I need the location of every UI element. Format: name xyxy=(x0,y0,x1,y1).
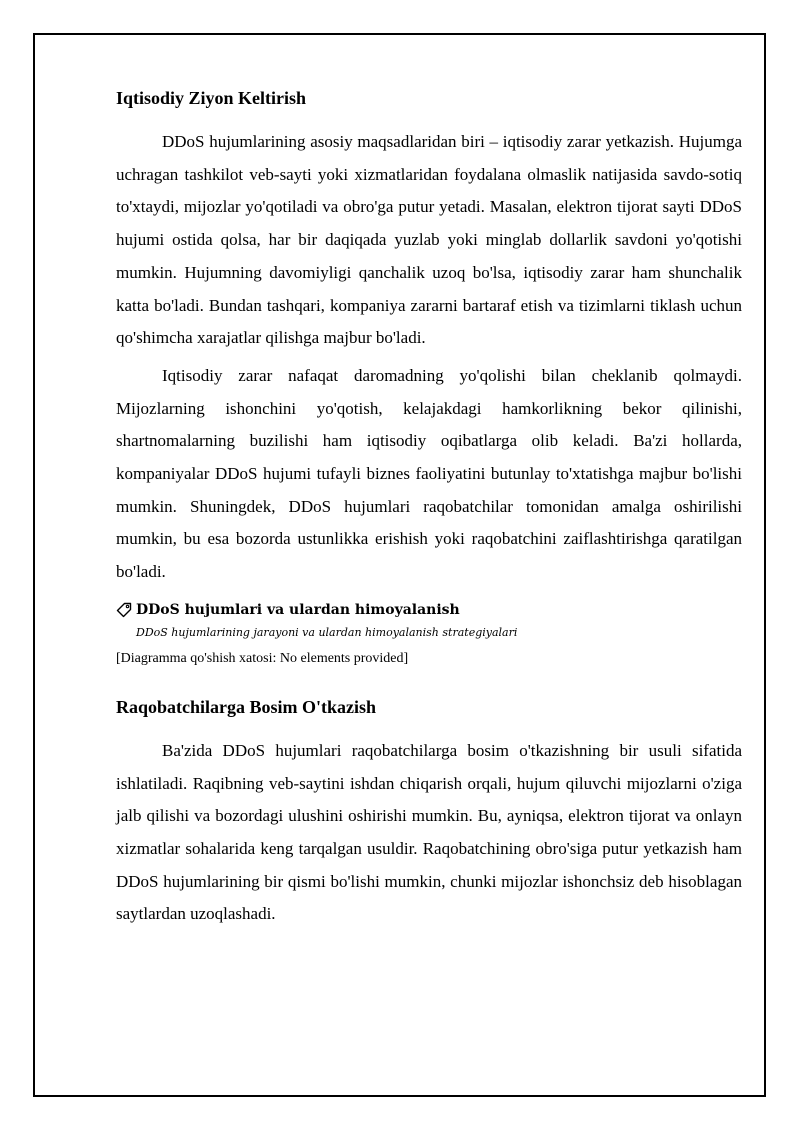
paragraph: Iqtisodiy zarar nafaqat daromadning yo'qolishi bilan cheklanib qolmaydi. Mijozlarning ishonchini yo'qotish, kelajakdagi hamkorlikning bekor qilinishi, shartnomalarning buzilishi ham iqtisodiy oqibatlarga olib keladi. Ba'zi hollarda, kompaniyalar DDoS hujumi tufayli biznes faoliyatini butunlay to'xtatishga majbur bo'lishi mumkin. Shuningdek, DDoS hujumlari raqobatchilar tomonidan amalga oshirilishi mumkin, bu esa bozorda ustunlikka erishish yoki raqobatchini zaiflashtirishga qaratilgan bo'ladi. xyxy=(116,365,742,582)
section-heading-competitor-pressure: Raqobatchilarga Bosim O'tkazish xyxy=(116,696,377,717)
paragraph: DDoS hujumlarining asosiy maqsadlaridan biri – iqtisodiy zarar yetkazish. Hujumga uchragan tashkilot veb-sayti yoki xizmatlaridan foydalana olmaslik natijasida savdo-sotiq to'xtaydi, mijozlar yo'qotiladi va obro'ga putur yetadi. Masalan, elektron tijorat sayti DDoS hujumi ostida qolsa, har bir daqiqada yuzlab yoki minglab dollarlik savdoni yo'qotishi mumkin. Hujumning davomiyligi qanchalik uzoq bo'lsa, iqtisodiy zarar ham shunchalik katta bo'ladi. Bundan tashqari, kompaniya zararni bartaraf etish va tizimlarni tiklash uchun qo'shimcha xarajatlar qilishga majbur bo'ladi. xyxy=(116,132,742,348)
paragraph: Ba'zida DDoS hujumlari raqobatchilarga bosim o'tkazishning bir usuli sifatida ishlatiladi. Raqibning veb-saytini ishdan chiqarish orqali, hujum qiluvchi mijozlarni o'ziga jalb qilishi va bozordagi ulushini oshirishi mumkin. Bu, ayniqsa, elektron tijorat va onlayn xizmatlar sohalarida keng tarqalgan usuldir. Raqobatchining obro'siga putur yetkazish ham DDoS hujumlarining bir qismi bo'lishi mumkin, chunki mijozlar ishonchsiz deb hisoblagan saytlardan uzoqlashadi. xyxy=(116,740,742,924)
diagram-subtitle: DDoS hujumlarining jarayoni va ulardan himoyalanish strategiyalari xyxy=(136,625,518,639)
diagram-block xyxy=(116,599,742,669)
diagram-title-row xyxy=(116,599,742,621)
document-content xyxy=(116,84,742,931)
diagram-title: DDoS hujumlari va ulardan himoyalanish xyxy=(136,601,460,618)
section-heading-economic-damage: Iqtisodiy Ziyon Keltirish xyxy=(116,88,307,108)
tag-icon xyxy=(116,602,132,618)
diagram-error-message: [Diagramma qo'shish xatosi: No elements provided] xyxy=(116,650,409,666)
